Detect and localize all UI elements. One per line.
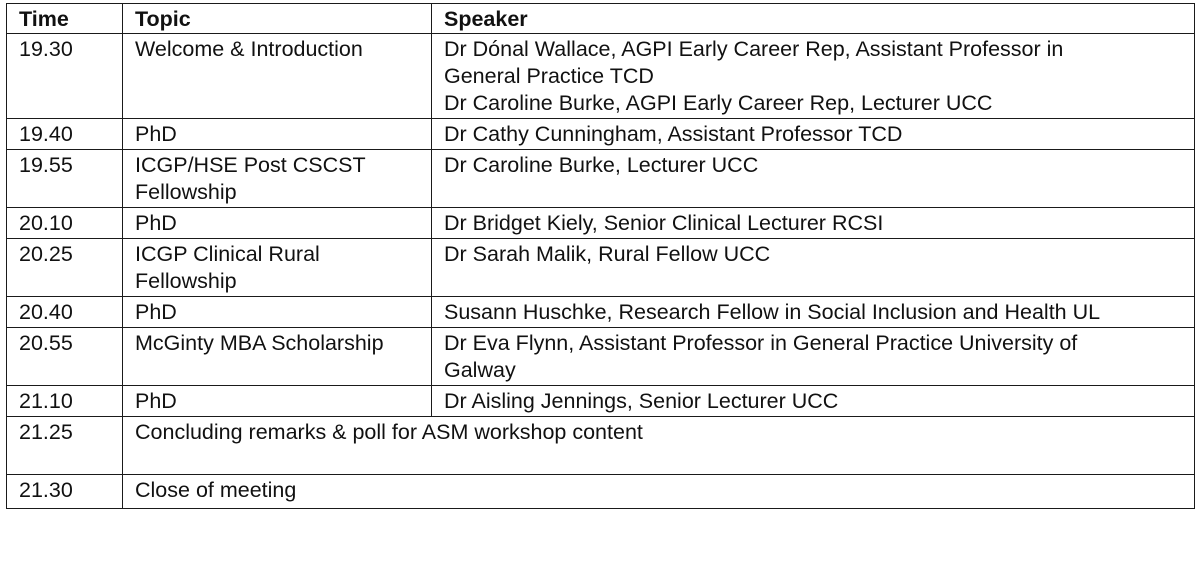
speaker-line: Galway bbox=[444, 358, 516, 382]
topic-cell: PhD bbox=[123, 297, 432, 328]
topic-cell: PhD bbox=[123, 119, 432, 150]
speaker-line: Dr Caroline Burke, AGPI Early Career Rep, Lecturer UCC bbox=[444, 91, 993, 115]
topic-cell bbox=[123, 239, 432, 297]
topic-cell: PhD bbox=[123, 386, 432, 417]
speaker-cell: Susann Huschke, Research Fellow in Social Inclusion and Health UL bbox=[432, 297, 1195, 328]
time-cell: 20.10 bbox=[7, 208, 123, 239]
speaker-cell: Dr Aisling Jennings, Senior Lecturer UCC bbox=[432, 386, 1195, 417]
time-cell: 19.40 bbox=[7, 119, 123, 150]
topic-cell: Concluding remarks & poll for ASM workshop content bbox=[123, 417, 1195, 475]
speaker-cell: Dr Bridget Kiely, Senior Clinical Lecturer RCSI bbox=[432, 208, 1195, 239]
table-row bbox=[7, 239, 1195, 297]
time-cell: 21.10 bbox=[7, 386, 123, 417]
speaker-line: Dr Eva Flynn, Assistant Professor in General Practice University of bbox=[444, 331, 1078, 355]
speaker-line: General Practice TCD bbox=[444, 64, 654, 88]
time-cell: 20.40 bbox=[7, 297, 123, 328]
table-row bbox=[7, 475, 1195, 509]
topic-line: Fellowship bbox=[135, 180, 237, 204]
table-row bbox=[7, 297, 1195, 328]
topic-cell: PhD bbox=[123, 208, 432, 239]
topic-header: Topic bbox=[123, 4, 432, 34]
agenda-table bbox=[6, 3, 1195, 509]
topic-line: Fellowship bbox=[135, 269, 237, 293]
table-row bbox=[7, 417, 1195, 475]
speaker-line: Dr Dónal Wallace, AGPI Early Career Rep, Assistant Professor in bbox=[444, 37, 1064, 61]
table-row bbox=[7, 328, 1195, 386]
speaker-cell bbox=[432, 328, 1195, 386]
speaker-cell bbox=[432, 34, 1195, 119]
time-cell: 20.55 bbox=[7, 328, 123, 386]
speaker-cell: Dr Caroline Burke, Lecturer UCC bbox=[432, 150, 1195, 208]
time-cell: 21.30 bbox=[7, 475, 123, 509]
topic-cell bbox=[123, 150, 432, 208]
topic-cell: McGinty MBA Scholarship bbox=[123, 328, 432, 386]
topic-line: ICGP/HSE Post CSCST bbox=[135, 153, 366, 177]
time-cell: 21.25 bbox=[7, 417, 123, 475]
time-cell: 19.30 bbox=[7, 34, 123, 119]
topic-cell: Welcome & Introduction bbox=[123, 34, 432, 119]
time-cell: 20.25 bbox=[7, 239, 123, 297]
speaker-cell: Dr Sarah Malik, Rural Fellow UCC bbox=[432, 239, 1195, 297]
time-cell: 19.55 bbox=[7, 150, 123, 208]
table-row bbox=[7, 386, 1195, 417]
topic-cell: Close of meeting bbox=[123, 475, 1195, 509]
header-row bbox=[7, 4, 1195, 34]
topic-line: ICGP Clinical Rural bbox=[135, 242, 320, 266]
speaker-cell: Dr Cathy Cunningham, Assistant Professor TCD bbox=[432, 119, 1195, 150]
table-row bbox=[7, 119, 1195, 150]
speaker-header: Speaker bbox=[432, 4, 1195, 34]
table-row bbox=[7, 150, 1195, 208]
table-row bbox=[7, 208, 1195, 239]
table-row bbox=[7, 34, 1195, 119]
time-header: Time bbox=[7, 4, 123, 34]
